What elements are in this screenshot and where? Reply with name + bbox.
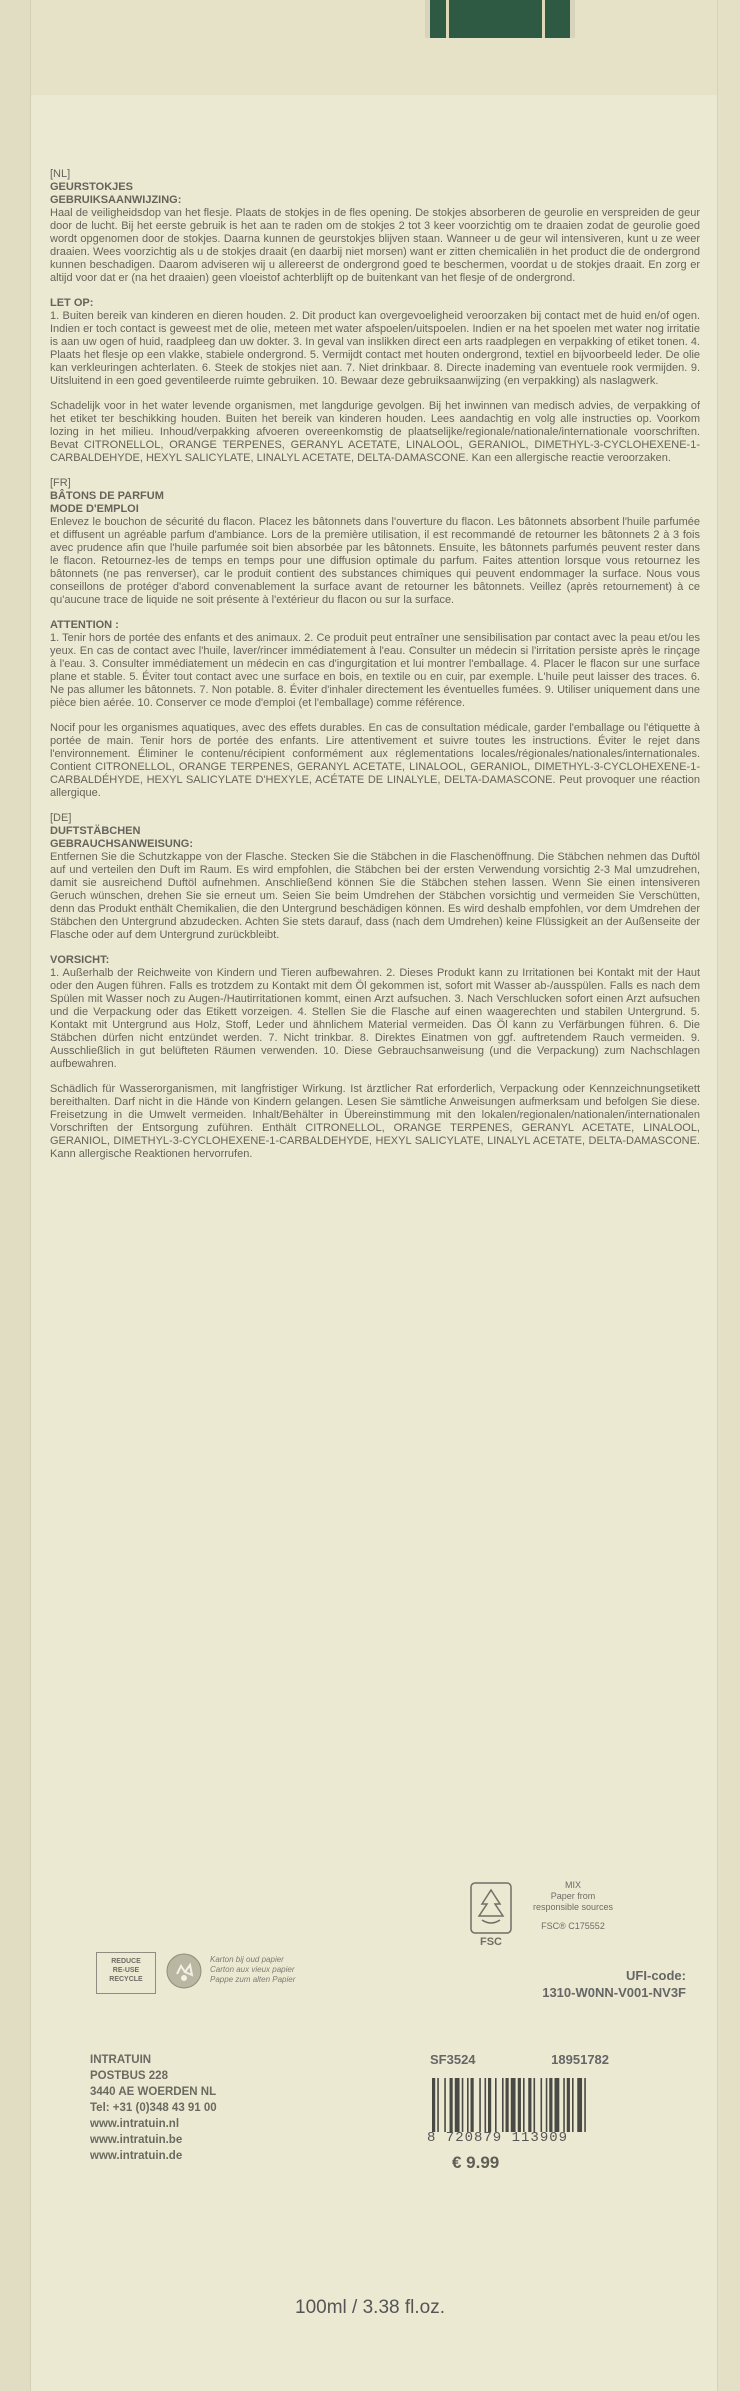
article-number: 18951782 [551,2052,610,2067]
warnings-nl [50,297,700,388]
ufi-label: UFI-code: [626,1968,686,1983]
legal-text-de: Schädlich für Wasserorganismen, mit langfristiger Wirkung. Ist ärztlicher Rat erforderlich, Verpackung oder Kennzeichnungsetikett bereithalten. Darf nicht in die Hände von Kindern gelangen. Lesen Sie sämtliche Anweisungen aufmerksam und befolgen Sie diese. Freisetzung in die Umwelt vermeiden. Inhalt/Behälter in Übereinstimmung mit den lokalen/regionalen/nationalen/internationalen Vorschriften der Entsorgung zuführen. Enthält CITRONELLOL, ORANGE TERPENES, GERANYL ACETATE, LINALOOL, GERANIOL, DIMETHYL-3-CYCLOHEXENE-1-CARBALDEHYDE, HEXYL SALICYLATE, LINALYL ACETATE, DELTA-DAMASCONE. Kann allergische Reaktionen hervorrufen. [50,1083,700,1160]
paper-recycling-icon [165,1952,203,1990]
warning-title-fr: ATTENTION : [50,619,119,631]
company-phone: Tel: +31 (0)348 43 91 00 [90,2102,217,2114]
recycle-line-reuse: RE-USE [112,1967,140,1974]
warning-list-nl: 1. Buiten bereik van kinderen en dieren houden. 2. Dit product kan overgevoeligheid veroorzaken bij contact met de huid en/of ogen. Indien er toch contact is geweest met de olie, meteen met water afspoelen/uitspoelen. Indien er na het spoelen met water nog irritatie is aan uw ogen of huid, raadpleeg dan uw dokter. 3. In geval van inslikken direct een arts raadplegen en verpakking of etiket tonen. 4. Plaats het flesje op een vlakke, stabiele ondergrond. 5. Vermijdt contact met houten ondergrond, textiel en bijvoorbeeld leder. De olie kan verkleuringen achterlaten. 6. Steek de stokjes niet aan. 7. Niet drinkbaar. 8. Directe inademing van eventuele rook vermijden. 9. Uitsluitend in een goed geventileerde ruimte gebruiken. 10. Bewaar deze gebruiksaanwijzing (en verpakking) als naslagwerk. [50,310,700,387]
warning-title-de: VORSICHT: [50,954,110,966]
box-left-fold [0,0,31,2391]
legal-fr [50,722,700,800]
section-nl [50,168,700,285]
ufi-block [542,1967,686,2001]
sku-code: SF3524 [430,2052,476,2067]
green-label-band [425,0,575,38]
lang-code-fr: [FR] [50,477,71,489]
title-fr: BÂTONS DE PARFUM [50,490,164,502]
company-website-de: www.intratuin.de [90,2150,183,2162]
usage-nl: Haal de veiligheidsdop van het flesje. Plaats de stokjes in de fles opening. De stokjes absorberen de geurolie en verspreiden de geur door de lucht. Bij het eerste gebruik is het aan te raden om de stokjes 2 tot 3 keer voorzichtig om te draaien zodat de geurolie goed wordt opgenomen door de stokjes. Daarna kunnen de geurstokjes blijven staan. Wanneer u de geur wil intensiveren, kunt u ze weer draaien. Wees voorzichtig als u de stokjes draait (en daarbij niet morsen) want er zitten chemicaliën in het product die de ondergrond kunnen beschadigen. Daarom adviseren wij u allereerst de ondergrond goed te beschermen, voordat u de stokjes draait. En zorg er altijd voor dat er (na het draaien) geen vloeistof achterblijft op de buitenkant van het flesje of de ondergrond. [50,207,700,284]
usage-fr: Enlevez le bouchon de sécurité du flacon. Placez les bâtonnets dans l'ouverture du flacon. Les bâtonnets absorbent l'huile parfumée et diffusent un agréable parfum d'ambiance. Lors de la première utilisation, il est recommandé de retourner les bâtonnets 2 à 3 fois avec prudence afin que l'huile parfumée soit bien absorbée par les bâtonnets. Ensuite, les bâtonnets parfumés peuvent rester dans le flacon. Retournez-les de temps en temps pour une diffusion optimale du parfum. Faites attention lorsque vous retournez les bâtonnets (ne pas renverser), car le produit contient des substances chimiques qui peuvent endommager la surface. Nous vous conseillons de protéger d'abord convenablement la surface avant de retourner les bâtonnets. Veillez (après retournement) à ce qu'aucune trace de liquide ne soit présente à l'extérieur du flacon ou sur la surface. [50,516,700,606]
product-codes [430,2052,609,2067]
recycle-badge [96,1952,156,1994]
fsc-responsible: responsible sources [532,1902,614,1912]
fsc-text [528,1880,618,1932]
company-website-nl: www.intratuin.nl [90,2118,180,2130]
section-de [50,812,700,942]
fsc-paper-from: Paper from [550,1891,596,1901]
recycle-line-recycle: RECYCLE [109,1976,143,1983]
warnings-de [50,954,700,1071]
barcode-number: 8 720879 113909 [427,2130,569,2146]
company-address [90,2052,217,2164]
paper-text-nl: Karton bij oud papier [210,1955,284,1964]
instructions-text [50,168,700,1173]
usage-de: Entfernen Sie die Schutzkappe von der Flasche. Stecken Sie die Stäbchen in die Flaschenöffnung. Die Stäbchen nehmen das Duftöl auf und verteilen den Duft im Raum. Es wird empfohlen, die Stäbchen bei der ersten Verwendung vorsichtig 2-3 Mal umzudrehen, damit sie ausreichend Duftöl aufnehmen. Anschließend können Sie die Stäbchen stehen lassen. Wenn Sie einen intensiveren Geruch wünschen, drehen Sie sie erneut um. Seien Sie beim Umdrehen der Stäbchen vorsichtig und vermeiden Sie Verschütten, denn das Produkt enthält Chemikalien, die den Untergrund beschädigen können. Es wird deshalb empfohlen, vor dem Umdrehen der Stäbchen den Untergrund abzudecken. Achten Sie stets darauf, dass (nach dem Umdrehen) keine Flüssigkeit an der Außenseite der Flasche oder auf dem Untergrund zurückbleibt. [50,851,700,941]
warning-list-de: 1. Außerhalb der Reichweite von Kindern und Tieren aufbewahren. 2. Dieses Produkt kann zu Irritationen bei Kontakt mit der Haut oder den Augen führen. Falls es trotzdem zu Kontakt mit dem Öl gekommen ist, sofort mit Wasser ab-/ausspülen. Falls es nach dem Spülen mit Wasser noch zu Augen-/Hautirritationen kommt, einen Arzt aufsuchen. 3. Nach Verschlucken sofort einen Arzt aufsuchen und die Verpackung oder das Etikett vorzeigen. 4. Stellen Sie die Flasche auf einen waagerechten und stabilen Untergrund. 5. Kontakt mit Untergrund aus Holz, Stoff, Leder und ähnlichem Material vermeiden. Das Öl kann zu Verfärbungen führen. 6. Die Stäbchen dürfen nicht entzündet werden. 7. Nicht trinkbar. 8. Direktes Einatmen von ggf. auftretendem Rauch vermeiden. 9. Ausschließlich in gut belüfteten Räumen verwenden. 10. Diese Gebrauchsanweisung (und die Verpackung) zum Nachschlagen aufbewahren. [50,967,700,1070]
paper-text-fr: Carton aux vieux papier [210,1965,295,1974]
paper-recycling-text [210,1955,295,1985]
subtitle-fr: MODE D'EMPLOI [50,503,139,515]
lang-code-de: [DE] [50,812,72,824]
fsc-tree-icon [470,1882,512,1952]
company-website-be: www.intratuin.be [90,2134,183,2146]
title-de: DUFTSTÄBCHEN [50,825,141,837]
paper-text-de: Pappe zum alten Papier [210,1975,296,1984]
box-top-flap [0,0,740,95]
company-name: INTRATUIN [90,2054,152,2066]
title-nl: GEURSTOKJES [50,181,133,193]
legal-nl [50,400,700,465]
recycle-line-reduce: REDUCE [111,1958,141,1965]
fsc-code: FSC® C175552 [541,1921,605,1931]
subtitle-de: GEBRAUCHSANWEISUNG: [50,838,193,850]
section-fr [50,477,700,607]
fsc-certification [470,1880,614,1960]
barcode [430,2078,655,2132]
warning-list-fr: 1. Tenir hors de portée des enfants et des animaux. 2. Ce produit peut entraîner une sensibilisation par contact avec la peau et/ou les yeux. En cas de contact avec l'huile, laver/rincer immédiatement à l'eau. Consulter un médecin si l'irritation persiste après le rinçage à l'eau. 3. Consulter immédiatement un médecin en cas d'ingurgitation et lui montrer l'emballage. 4. Placer le flacon sur une surface plane et stable. 5. Éviter tout contact avec une surface en bois, en textile ou en cuir, par exemple. L'huile peut laisser des traces. 6. Ne pas allumer les bâtonnets. 7. Non potable. 8. Éviter d'inhaler directement les éventuelles fumées. 9. Utiliser uniquement dans une pièce bien aérée. 10. Conserver ce mode d'emploi (et l'emballage) comme référence. [50,632,700,709]
ufi-code: 1310-W0NN-V001-NV3F [542,1985,686,2000]
company-city: 3440 AE WOERDEN NL [90,2086,217,2098]
fsc-mix: MIX [564,1880,581,1890]
warnings-fr [50,619,700,710]
box-right-fold [717,0,740,2391]
company-postbox: POSTBUS 228 [90,2070,168,2082]
legal-text-fr: Nocif pour les organismes aquatiques, avec des effets durables. En cas de consultation médicale, garder l'emballage ou l'étiquette à portée de main. Tenir hors de portée des enfants. Lire attentivement et suivre toutes les instructions. Éviter le rejet dans l'environnement. Éliminer le contenu/récipient conformément aux réglementations locales/régionales/nationales/internationales. Contient CITRONELLOL, ORANGE TERPENES, GERANYL ACETATE, LINALOOL, GERANIOL, DIMETHYL-3-CYCLOHEXENE-1-CARBALDÉHYDE, HEXYL SALICYLATE D'HEXYLE, ACÉTATE DE LINALYLE, DELTA-DAMASCONE. Peut provoquer une réaction allergique. [50,722,700,799]
legal-de [50,1083,700,1161]
subtitle-nl: GEBRUIKSAANWIJZING: [50,194,182,206]
price: € 9.99 [452,2153,500,2172]
lang-code-nl: [NL] [50,168,71,180]
volume: 100ml / 3.38 fl.oz. [295,2297,445,2318]
legal-text-nl: Schadelijk voor in het water levende organismen, met langdurige gevolgen. Bij het inwinnen van medisch advies, de verpakking of het etiket ter beschikking houden. Buiten het bereik van kinderen houden. Lees aandachtig en volg alle instructies op. Voorkom lozing in het milieu. Inhoud/verpakking afvoeren overeenkomstig de plaatselijke/regionale/nationale/internationale voorschriften. Bevat CITRONELLOL, ORANGE TERPENES, GERANYL ACETATE, LINALOOL, GERANIOL, DIMETHYL-3-CYCLOHEXENE-1-CARBALDEHYDE, HEXYL SALICYLATE, LINALYL ACETATE, DELTA-DAMASCONE. Kan een allergische reactie veroorzaken. [50,400,700,464]
fsc-logo-text: FSC [480,1936,502,1948]
warning-title-nl: LET OP: [50,297,94,309]
